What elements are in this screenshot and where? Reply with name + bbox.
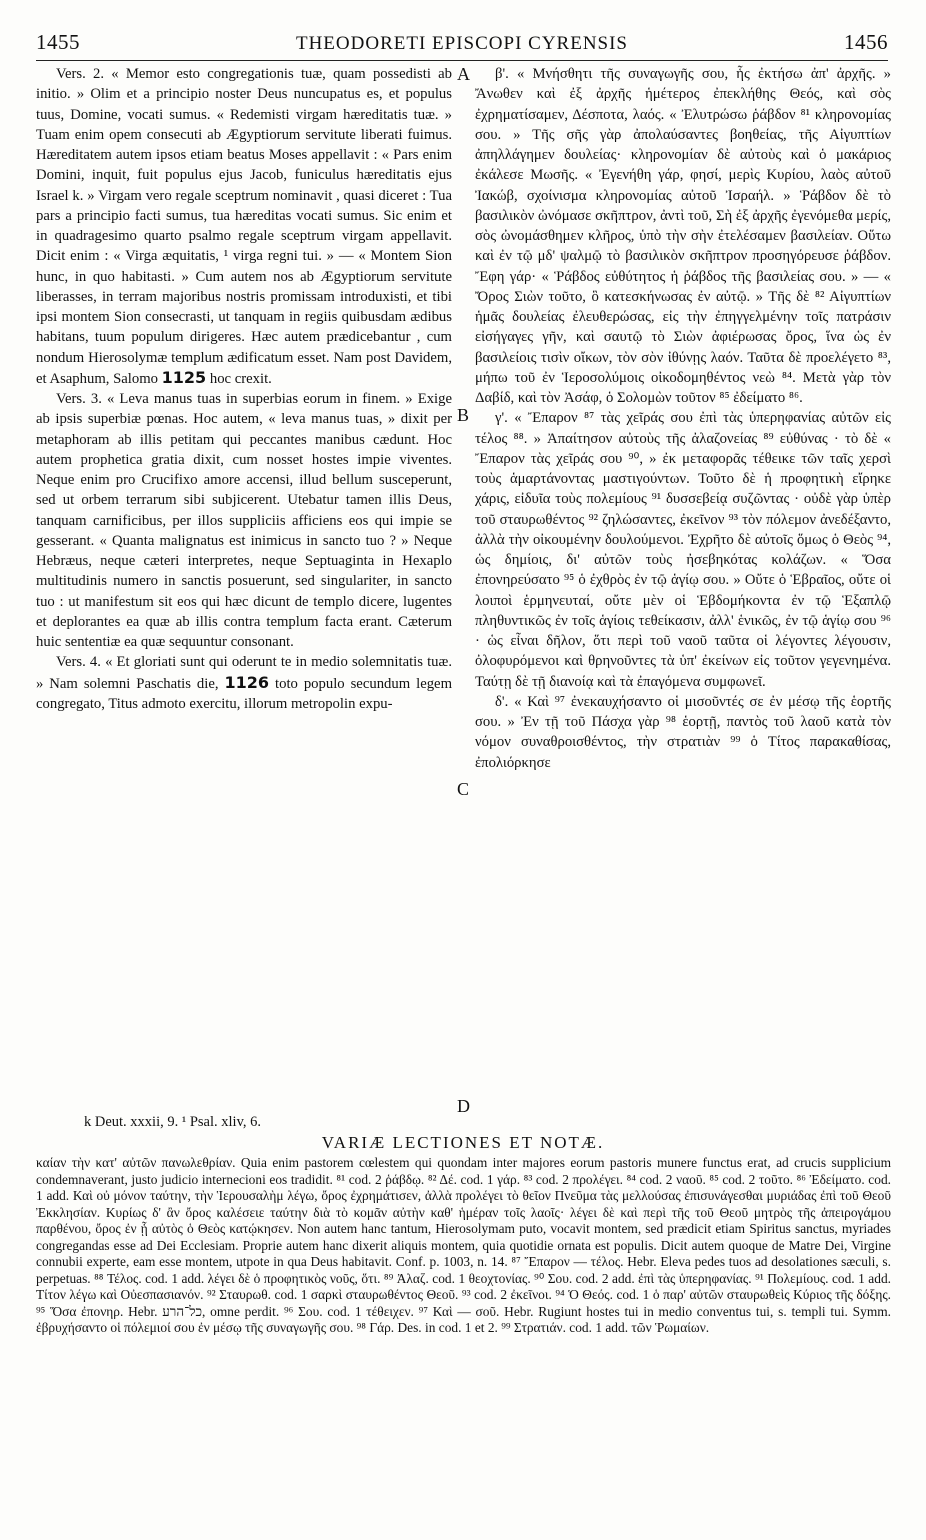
margin-letter-b: B xyxy=(457,405,470,425)
greek-paragraph-verse-4: δ'. « Καὶ ⁹⁷ ἐνεκαυχήσαντο οἱ μισοῦντές σε ἐν μέσῳ τῆς ἑορτῆς σου. » Ἐν τῇ τοῦ Πάσχα γὰρ ⁹⁸ ἑορτῇ, παντὸς τοῦ λαοῦ κατὰ τὸν νόμον συναθροισθέντος, τὴν στρατιὰν ⁹⁹ ὁ Τίτος παρακαθίσας, ἐπολιόρκησε xyxy=(475,693,891,771)
latin-verse-2-text: Vers. 2. « Memor esto congregationis tuæ, quam possedisti ab initio. » Olim et a principio noster Deus nuncupatus es, et populus tuus, Domine, vocati sumus. « Redemisti virgam hæreditatis tuæ. » Tuam enim opem consecuti ab Ægyptiorum servitute liberati fuimus. Hæreditatem autem ipsos etiam beatus Moses appellavit : « Pars enim Domini, inquit, fuit populus ejus Jacob, funiculus hæreditatis ejus Israel k. » Virgam vero regale sceptrum nominavit , quasi diceret : Tua pars a principio facti sumus, tua hæreditas vocati sumus. Sic enim et in quadragesimo quarto psalmo regale sceptrum virgam appellavit. Dicit enim : « Virga æquitatis, ¹ virga regni tui. » — « Montem Sion hunc, in quo habitasti. » Cum autem nos ab Ægyptiorum servitute liberasses, in terram majoribus nostris promissam introduxisti, et tibi ipsi montem Sion consecrasti, ut tanquam in regiis quibusdam ædibus habitans, tuum populum dirigeres. Hæc autem prædicebantur , cum nondum Hierosolymæ templum ædificatum esset. Nam post Davidem, et Asaphum, Salomo xyxy=(36,66,452,387)
scripture-footnotes: k Deut. xxxii, 9. ¹ Psal. xliv, 6. xyxy=(84,1114,262,1130)
greek-paragraph-verse-2: β'. « Μνήσθητι τῆς συναγωγῆς σου, ἧς ἐκτήσω ἀπ' ἀρχῆς. » Ἄνωθεν καὶ ἐξ ἀρχῆς ἡμέτερος ἐπεκλήθης Θεός, καὶ σὸς ἐχρηματίσαμεν, Δέσποτα, λαός. « Ἐλυτρώσω ῥάβδον ⁸¹ κληρονομίας σου. » Τῆς σῆς γὰρ ἀπολαύσαντες βοηθείας, τῆς Αἰγυπτίων ἀπηλλάγημεν δουλείας· κληρονομίαν δὲ αὐτοὺς καὶ ὁ μακάριος ἐκάλεσε Μωσῆς. « Ἐγενήθη γάρ, φησί, μερὶς Κυρίου, λαὸς αὐτοῦ Ἰακώβ, σχοίνισμα κληρονομίας αὐτοῦ Ἰσραήλ. » Ῥάβδον δὲ τὸ βασιλικὸν ὠνόμασε σκῆπτρον, ἀντὶ τοῦ, Σὴ ἐξ ἀρχῆς ἐγενόμεθα μερίς, σὸς ὠνομάσθημεν κλῆρος, ὑπὸ τὴν σὴν ἐτελέσαμεν βασιλείαν. Οὕτω καὶ ἐν τῷ μδ' ψαλμῷ τὸ βασιλικὸν σκῆπτρον προσηγόρευσε ῥάβδον. Ἔφη γάρ· « Ῥάβδος εὐθύτητος ἡ ῥάβδος τῆς βασιλείας σου. » — « Ὄρος Σιὼν τοῦτο, ὃ κατεσκήνωσας ἐν αὐτῷ. » Τῆς δὲ ⁸² Αἰγυπτίων ἡμᾶς δουλείας ἐλευθερώσας, εἰς τὴν ἐπηγγελμένην τοῖς πατράσιν εἰσήγαγες γῆν, καὶ σαυτῷ τὸ Σιὼν ἀφιέρωσας ὄρος, ἵνα ὡς ἐν βασιλείοις τισὶν οἴκων, τὸν σὸν ἰθύνῃς λαόν. Ταῦτα δὲ προελέγετο ⁸³, μήπω τοῦ ἐν Ἱεροσολύμοις οἰκοδομηθέντος νεὼ ⁸⁴. Μετὰ γὰρ τὸν Δαβίδ, καὶ τὸν Ἀσάφ, ὁ Σολομὼν τοῦτον ⁸⁵ ἐδείματο ⁸⁶. xyxy=(475,66,891,406)
latin-paragraph-verse-3: Vers. 3. « Leva manus tuas in superbias eorum in finem. » Exige ab ipsis superbiæ pœnas. Hoc autem, « leva manus tuas, » dixit per metaphoram ab illis petitam qui peccantes manibus cædunt. Hoc autem prophetica gratia dixit, cum nosset hostes impie viventes. Neque enim pro Crucifixo amore accensi, illud bellum susceperunt, sed ut orbem terrarum sibi subjicerent. Utebatur tamen illis Deus, tanquam carnificibus, per illos suppliciis afficiens eos qui impie se gesserant. « Quanta malignatus est inimicus in sancto tuo ? » Neque Hebræus, neque cæteri interpretes, neque Septuaginta in Hexaplo multitudinis numero in sanctis posuerunt, sed singulariter, in sancto tuo : ut manifestum sit eos qui hæc dicunt de templo dicere, lugentes et deplorantes ea quæ ab illis contra templum facta erant. Cæterum huic sententiæ ea quæ sequuntur consonant. xyxy=(36,391,452,650)
margin-letter-d: D xyxy=(457,1096,470,1116)
latin-verse-2-end: hoc crexit. xyxy=(209,370,272,387)
latin-paragraph-verse-2 xyxy=(36,64,452,389)
latin-paragraph-verse-4 xyxy=(36,652,452,714)
page-number-right: 1456 xyxy=(844,30,888,54)
notes-heading: VARIÆ LECTIONES ET NOTÆ. xyxy=(321,1133,605,1152)
running-title: THEODORETI EPISCOPI CYRENSIS xyxy=(295,33,629,54)
notes-text: καίαν τὴν κατ' αὐτῶν πανωλεθρίαν. Quia enim pastorem cœlestem qui quondam inter majores eorum pastoris munere functus erat, ad crucis supplicium condemnaverant, justo judicio internecioni eos tradidit. ⁸¹ cod. 2 ῥάβδῳ. ⁸² Δέ. cod. 1 γάρ. ⁸³ cod. 2 προλέγει. ⁸⁴ cod. 2 ναοῦ. ⁸⁵ cod. 2 τοῦτο. ⁸⁶ Ἐδείματο. cod. 1 add. Καὶ οὐ μόνον ταύτην, τὴν Ἱερουσαλὴμ λέγω, ὄρος ἐχρημάτισεν, ἀλλὰ προλέγει τὸ θεῖον Πνεῦμα τὰς μελλούσας ἐπισυνάγεσθαι μυριάδας ἐπὶ τοῦ Θεοῦ Ἐκκλησίαν. Κυρίως δ' ἂν ὄρος καλέσειε ταύτην διὰ τὸ κομᾶν αὐτὴν καθ' ἡμέραν τοῖς λαοῖς· λέγει δὲ καὶ περὶ τῆς τοῦ Θεοῦ μητρὸς τῆς ἀπειρογάμου παρθένου, ὄρος ἐν ᾗ αὐτὸς ὁ Θεὸς κατῴκησεν. Non autem hanc tantum, Hierosolymam puto, vocavit montem, sed prædicit etiam Spiritus sanctus, myriades congregandas esse ad Dei Ecclesiam. Proprie autem hanc dixerit aliquis montem, quia quotidie ornata est populis. Dicit autem quoque de Matre Dei, Virgine connubii experte, eam esse montem, utpote in qua Deus habitavit. Conf. p. 1003, n. 14. ⁸⁷ Ἔπαρον — τέλος. Hebr. Eleva pedes tuos ad desolationes sæculi, s. perpetuas. ⁸⁸ Τέλος. cod. 1 add. λέγει δὲ ὁ προφητικὸς νοῦς, ὅτι. ⁸⁹ Ἀλαζ. cod. 1 θεοχτονίας. ⁹⁰ Σου. cod. 2 add. ἐπὶ τὰς ὑπερηφανίας. ⁹¹ Πολεμίους. cod. 1 add. Τίτον λέγω καὶ Οὐεσπασιανόν. ⁹² Σταυρωθ. cod. 1 σαρκὶ σταυρωθέντος Θεοῦ. ⁹³ cod. 2 ἐκεῖνοι. ⁹⁴ Ὁ Θεός. cod. 1 ὁ παρ' αὐτῶν σταυρωθεὶς Κύριος τῆς δόξης. ⁹⁵ Ὅσα ἐπονηρ. Hebr. כל־הרע, omne perdit. ⁹⁶ Σου. cod. 1 τέθειχεν. ⁹⁷ Καὶ — σοῦ. Hebr. Rugiunt hostes tui in medio conventus tui, s. templi tui. Symm. ἐβρυχήσαντο οἱ πόλεμιοί σου ἐν μέσῳ τῆς συναγωγῆς σου. ⁹⁸ Γάρ. Des. in cod. 1 et 2. ⁹⁹ Στρατιάν. cod. 1 add. τῶν Ῥωμαίων. xyxy=(36,1155,891,1335)
greek-paragraph-verse-3: γ'. « Ἔπαρον ⁸⁷ τὰς χεῖράς σου ἐπὶ τὰς ὑπερηφανίας αὐτῶν εἰς τέλος ⁸⁸. » Ἀπαίτησον αὐτοὺς τῆς ἀλαζονείας ⁸⁹ εὐθύνας · τὸ δὲ « Ἔπαρον τὰς χεῖράς σου ⁹⁰, » ἐκ μεταφορᾶς τέθεικε τῶν ταῖς χερσὶ τοὺς ἁμαρτάνοντας μαστιγούντων. Τοῦτο δὲ ἡ προφητικὴ εἴρηκε χάρις, εἰδυῖα τοὺς πολεμίους ⁹¹ δυσσεβείᾳ συζῶντας · οὐδὲ γὰρ ὑπὲρ τοῦ σταυρωθέντος ⁹² ζηλώσαντες, ἐκεῖνον ⁹³ τὸν πόλεμον ἀνεδέξαντο, ἀλλὰ τὴν οἰκουμένην δουλούμενοι. Ἐχρῆτο δὲ αὐτοῖς ὅμως ὁ Θεὸς ⁹⁴, ὡς δημίοις, δι' αὐτῶν τοὺς ἠσεβηκότας κολάζων. « Ὅσα ἐπονηρεύσατο ⁹⁵ ὁ ἐχθρὸς ἐν τῷ ἁγίῳ σου. » Οὔτε ὁ Ἑβραῖος, οὔτε οἱ λοιποὶ ἑρμηνευταί, οὔτε μὲν οἱ Ἑβδομήκοντα ἐν τῷ Ἑξαπλῷ πληθυντικῶς ἐν τοῖς ἁγίοις τεθείκασιν, ἀλλ' ἑνικῶς, ἐν τῷ ἁγίῳ σου ⁹⁶ · ὡς εἶναι δῆλον, ὅτι περὶ τοῦ ναοῦ ταῦτα οἱ λέγοντες λέγουσιν, ὀλοφυρόμενοι καὶ θρηνοῦντες τὰ ὑπ' ἐκείνων εἰς τοῦτον γεγενημένα. Ταύτῃ δὲ τῇ διανοίᾳ καὶ τὰ ἐπαγόμενα συμφωνεῖ. xyxy=(475,410,891,690)
margin-letter-a: A xyxy=(457,64,470,84)
header-rule xyxy=(36,60,888,61)
migne-page-number-1125: 1125 xyxy=(161,367,207,387)
latin-verse-4-text: Vers. 4. « Et gloriati sunt qui oderunt te in medio solemnitatis tuæ. » Nam solemni Paschatis die, xyxy=(36,654,452,692)
latin-column xyxy=(36,64,452,714)
migne-page-number-1126: 1126 xyxy=(224,672,270,692)
running-head xyxy=(36,30,888,56)
variant-readings-notes xyxy=(36,1155,891,1337)
greek-column xyxy=(475,64,891,773)
latin-verse-4-end: toto populo secundum legem congregato, Titus admoto exercitu, illorum metropolin expu- xyxy=(36,675,452,712)
page-number-left: 1455 xyxy=(36,30,80,54)
margin-letter-c: C xyxy=(457,779,470,799)
